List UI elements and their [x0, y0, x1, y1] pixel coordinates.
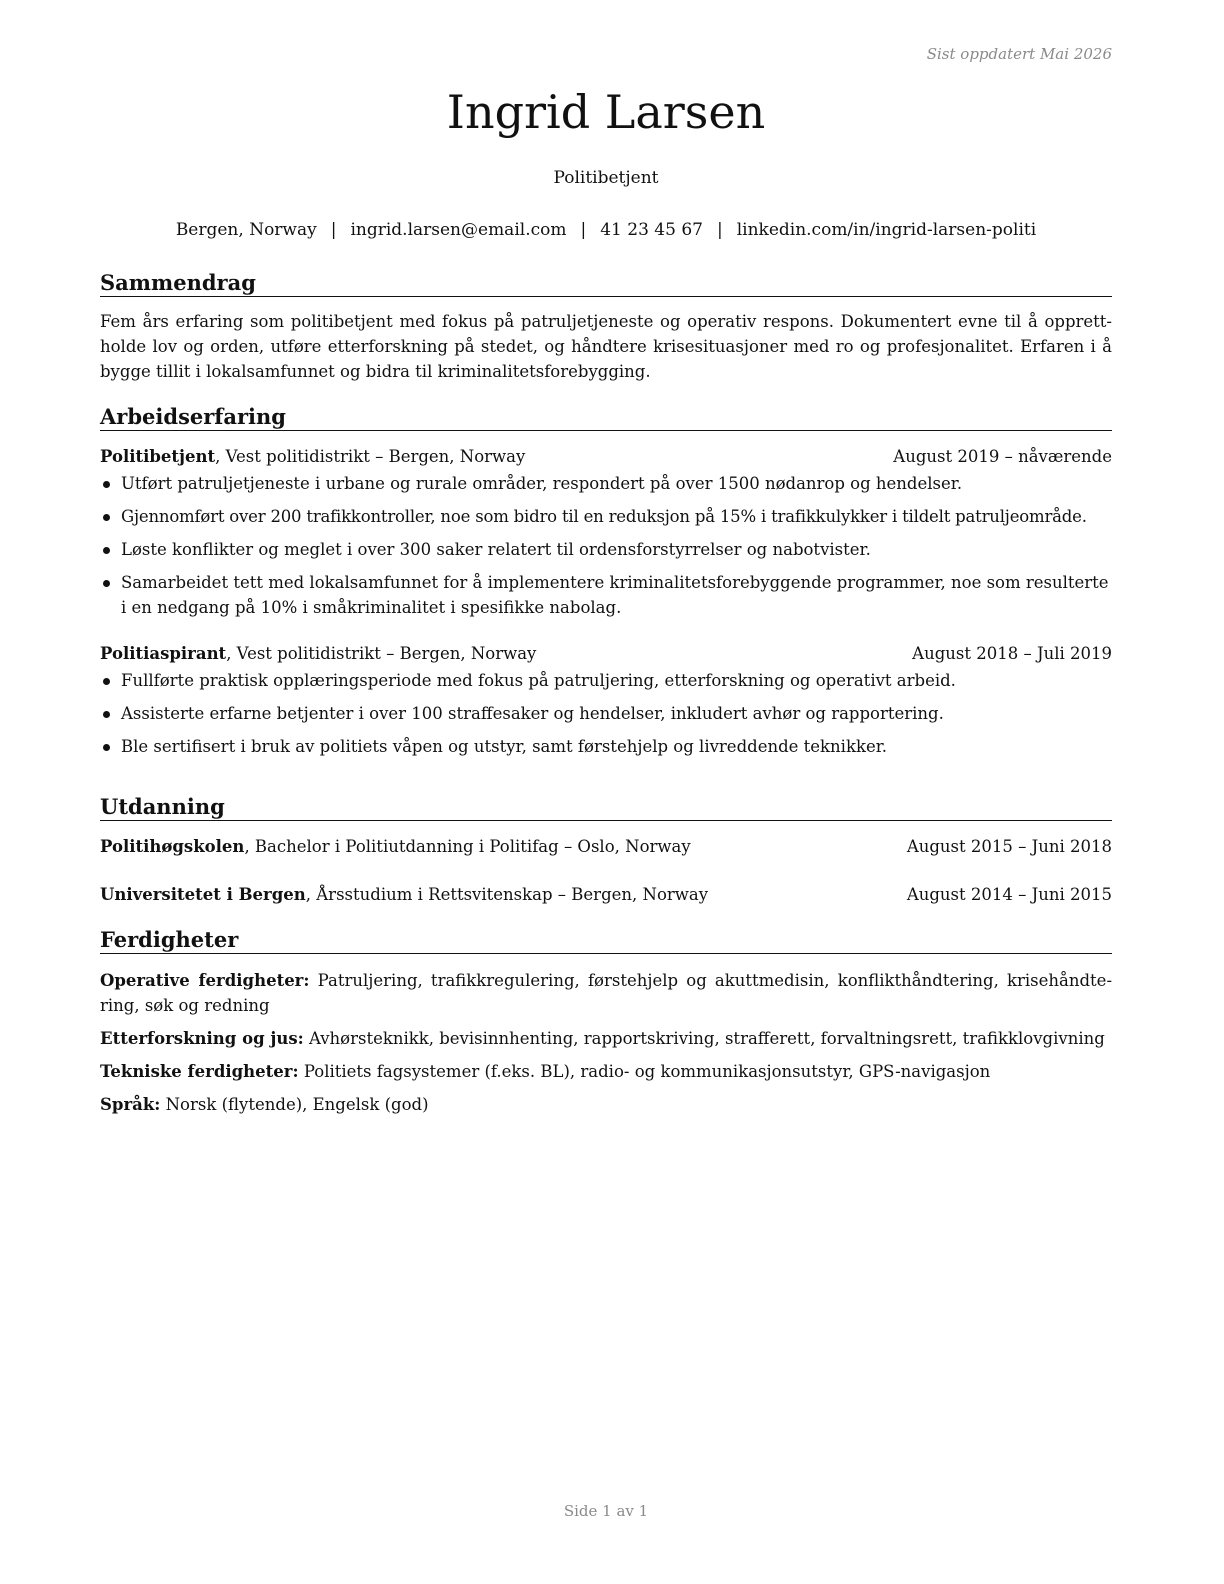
job-role: Politibetjent — [100, 447, 216, 467]
education-heading: Utdanning — [100, 794, 1112, 821]
skill-label: Etterforskning og jus: — [100, 1029, 304, 1049]
job-org: , Vest politidistrikt – Bergen, Norway — [226, 644, 537, 664]
education-entry — [100, 835, 1112, 859]
job-entry — [100, 445, 1112, 620]
contact-separator: | — [580, 220, 587, 240]
education-detail: , Årsstudium i Rettsvitenskap – Bergen, Norway — [305, 885, 709, 905]
contact-line — [100, 220, 1112, 240]
skill-text: Politiets fagsystemer (f.eks. BL), radio- og kommunikasjonsutstyr, GPS-navigasjon — [298, 1062, 991, 1082]
resume-page — [100, 0, 1112, 1584]
skill-label: Tekniske ferdigheter: — [100, 1062, 299, 1082]
list-item: Løste konflikter og meglet i over 300 saker relatert til ordensforstyrrelser og nabotvister. — [100, 537, 1112, 562]
job-role: Politiaspirant — [100, 644, 227, 664]
education-school: Universitetet i Bergen — [100, 885, 306, 905]
education-detail: , Bachelor i Politiutdanning i Politifag – Oslo, Norway — [244, 837, 691, 857]
list-item: Gjennomført over 200 trafikkontroller, noe som bidro til en reduksjon på 15% i trafikkulykker i tildelt patruljeområde. — [100, 504, 1112, 529]
contact-linkedin[interactable]: linkedin.com/in/ingrid-larsen-politi — [736, 220, 1037, 240]
job-bullets — [100, 471, 1112, 620]
skill-row — [100, 968, 1112, 1018]
job-org: , Vest politidistrikt – Bergen, Norway — [215, 447, 526, 467]
job-bullets — [100, 668, 1112, 759]
skill-row — [100, 1059, 1112, 1084]
skills-section — [100, 927, 1112, 1117]
candidate-name: Ingrid Larsen — [446, 85, 766, 139]
list-item: Utført patruljetjeneste i urbane og rurale områder, respondert på over 1500 nødanrop og hendelser. — [100, 471, 1112, 496]
job-header — [100, 642, 1112, 666]
skill-text: Norsk (flytende), Engelsk (god) — [160, 1095, 429, 1115]
list-item: Assisterte erfarne betjenter i over 100 straffesaker og hendelser, inkludert avhør og rapportering. — [100, 701, 1112, 726]
contact-email[interactable]: ingrid.larsen@email.com — [350, 220, 567, 240]
skill-label: Språk: — [100, 1095, 161, 1115]
last-updated: Sist oppdatert Mai 2026 — [926, 45, 1112, 63]
list-item: Fullførte praktisk opplæringsperiode med fokus på patruljering, etterforskning og operativt arbeid. — [100, 668, 1112, 693]
experience-heading: Arbeidserfaring — [100, 404, 1112, 431]
skill-text: Patruljering, trafikkregulering, førstehjelp og akuttmedisin, konflikthåndtering, krisehåndtering, søk og redning — [100, 971, 1113, 1016]
education-section — [100, 794, 1112, 907]
summary-text: Fem års erfaring som politibetjent med fokus på patruljetjeneste og operativ respons. Dokumentert evne til å opprettholde lov og orden, utføre etterforskning på stedet, og håndtere krisesituasjoner med ro og profesjonalitet. Erfaren i å bygge tillit i lokalsamfunnet og bidra til kriminalitetsforebygging. — [100, 312, 1112, 382]
job-header — [100, 445, 1112, 469]
summary-heading: Sammendrag — [100, 270, 1112, 297]
contact-separator: | — [330, 220, 337, 240]
skills-heading: Ferdigheter — [100, 927, 1112, 954]
job-dates: August 2018 – Juli 2019 — [912, 644, 1112, 664]
experience-section — [100, 404, 1112, 767]
skill-row — [100, 1092, 1112, 1117]
education-dates: August 2014 – Juni 2015 — [906, 885, 1112, 905]
job-entry — [100, 642, 1112, 759]
education-entry — [100, 883, 1112, 907]
education-dates: August 2015 – Juni 2018 — [906, 837, 1112, 857]
page-number: Side 1 av 1 — [563, 1502, 649, 1520]
skill-text: Avhørsteknikk, bevisinnhenting, rapportskriving, strafferett, forvaltningsrett, trafikklovgivning — [303, 1029, 1105, 1049]
contact-phone[interactable]: 41 23 45 67 — [600, 220, 703, 240]
contact-separator: | — [716, 220, 723, 240]
contact-location: Bergen, Norway — [175, 220, 317, 240]
education-school: Politihøgskolen — [100, 837, 245, 857]
candidate-title: Politibetjent — [553, 168, 659, 188]
list-item: Samarbeidet tett med lokalsamfunnet for å implementere kriminalitetsforebyggende programmer, noe som resulterte i en nedgang på 10% i småkriminalitet i spesifikke nabolag. — [100, 570, 1112, 620]
job-dates: August 2019 – nåværende — [893, 447, 1112, 467]
summary-section — [100, 270, 1112, 384]
skill-label: Operative ferdigheter: — [100, 971, 310, 991]
skill-row — [100, 1026, 1112, 1051]
list-item: Ble sertifisert i bruk av politiets våpen og utstyr, samt førstehjelp og livreddende teknikker. — [100, 734, 1112, 759]
